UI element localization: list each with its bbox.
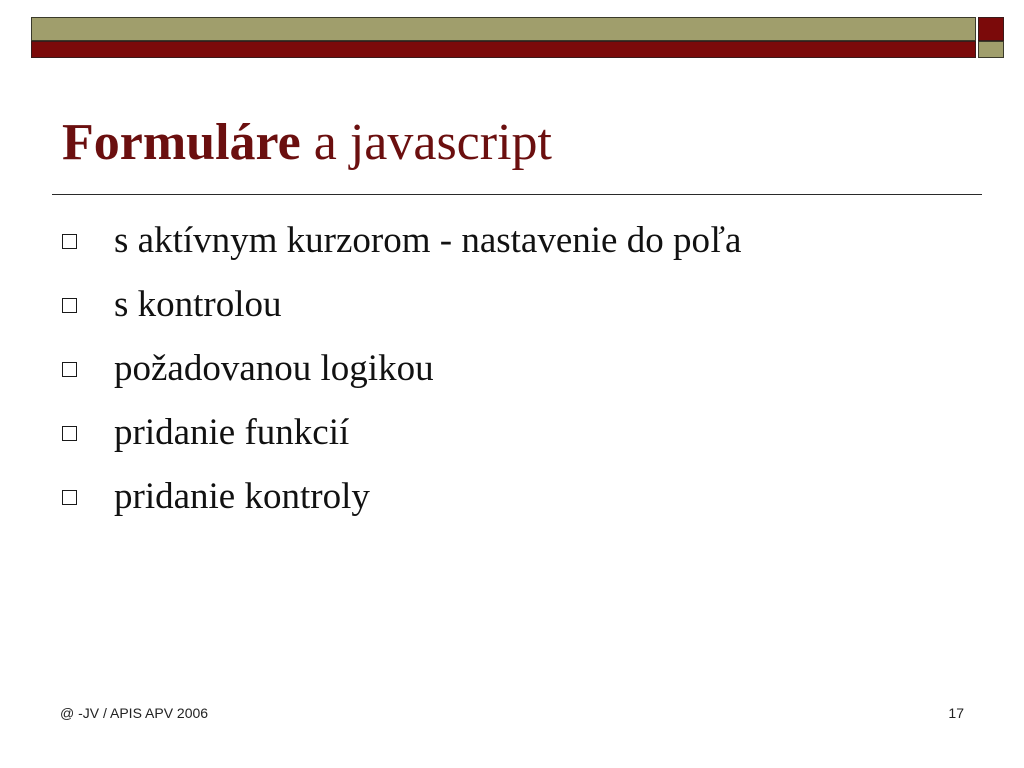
- bullet-text: pridanie funkcií: [114, 412, 350, 453]
- bullet-item: [62, 344, 741, 408]
- bullet-item: [62, 280, 741, 344]
- bullet-text: s aktívnym kurzorom - nastavenie do poľa: [114, 220, 742, 261]
- header-corner-maroon: [978, 17, 1004, 41]
- slide-title: [62, 112, 552, 174]
- footer-credit: @ -JV / APIS APV 2006: [60, 705, 209, 721]
- hollow-square-bullet-icon: [62, 426, 77, 441]
- header-band-olive: [31, 17, 976, 41]
- page-number: 17: [948, 705, 964, 721]
- hollow-square-bullet-icon: [62, 234, 77, 249]
- bullet-item: [62, 216, 741, 280]
- bullet-item: [62, 472, 741, 536]
- bullet-text: pridanie kontroly: [114, 476, 370, 517]
- header-corner-olive: [978, 41, 1004, 58]
- title-divider: [52, 194, 982, 195]
- hollow-square-bullet-icon: [62, 298, 77, 313]
- bullet-list: [62, 216, 741, 536]
- slide-title-bold: Formuláre: [62, 114, 301, 171]
- hollow-square-bullet-icon: [62, 362, 77, 377]
- bullet-text: požadovanou logikou: [114, 348, 434, 389]
- header-band-maroon: [31, 41, 976, 58]
- hollow-square-bullet-icon: [62, 490, 77, 505]
- slide-title-rest: a javascript: [313, 114, 552, 171]
- bullet-item: [62, 408, 741, 472]
- bullet-text: s kontrolou: [114, 284, 282, 325]
